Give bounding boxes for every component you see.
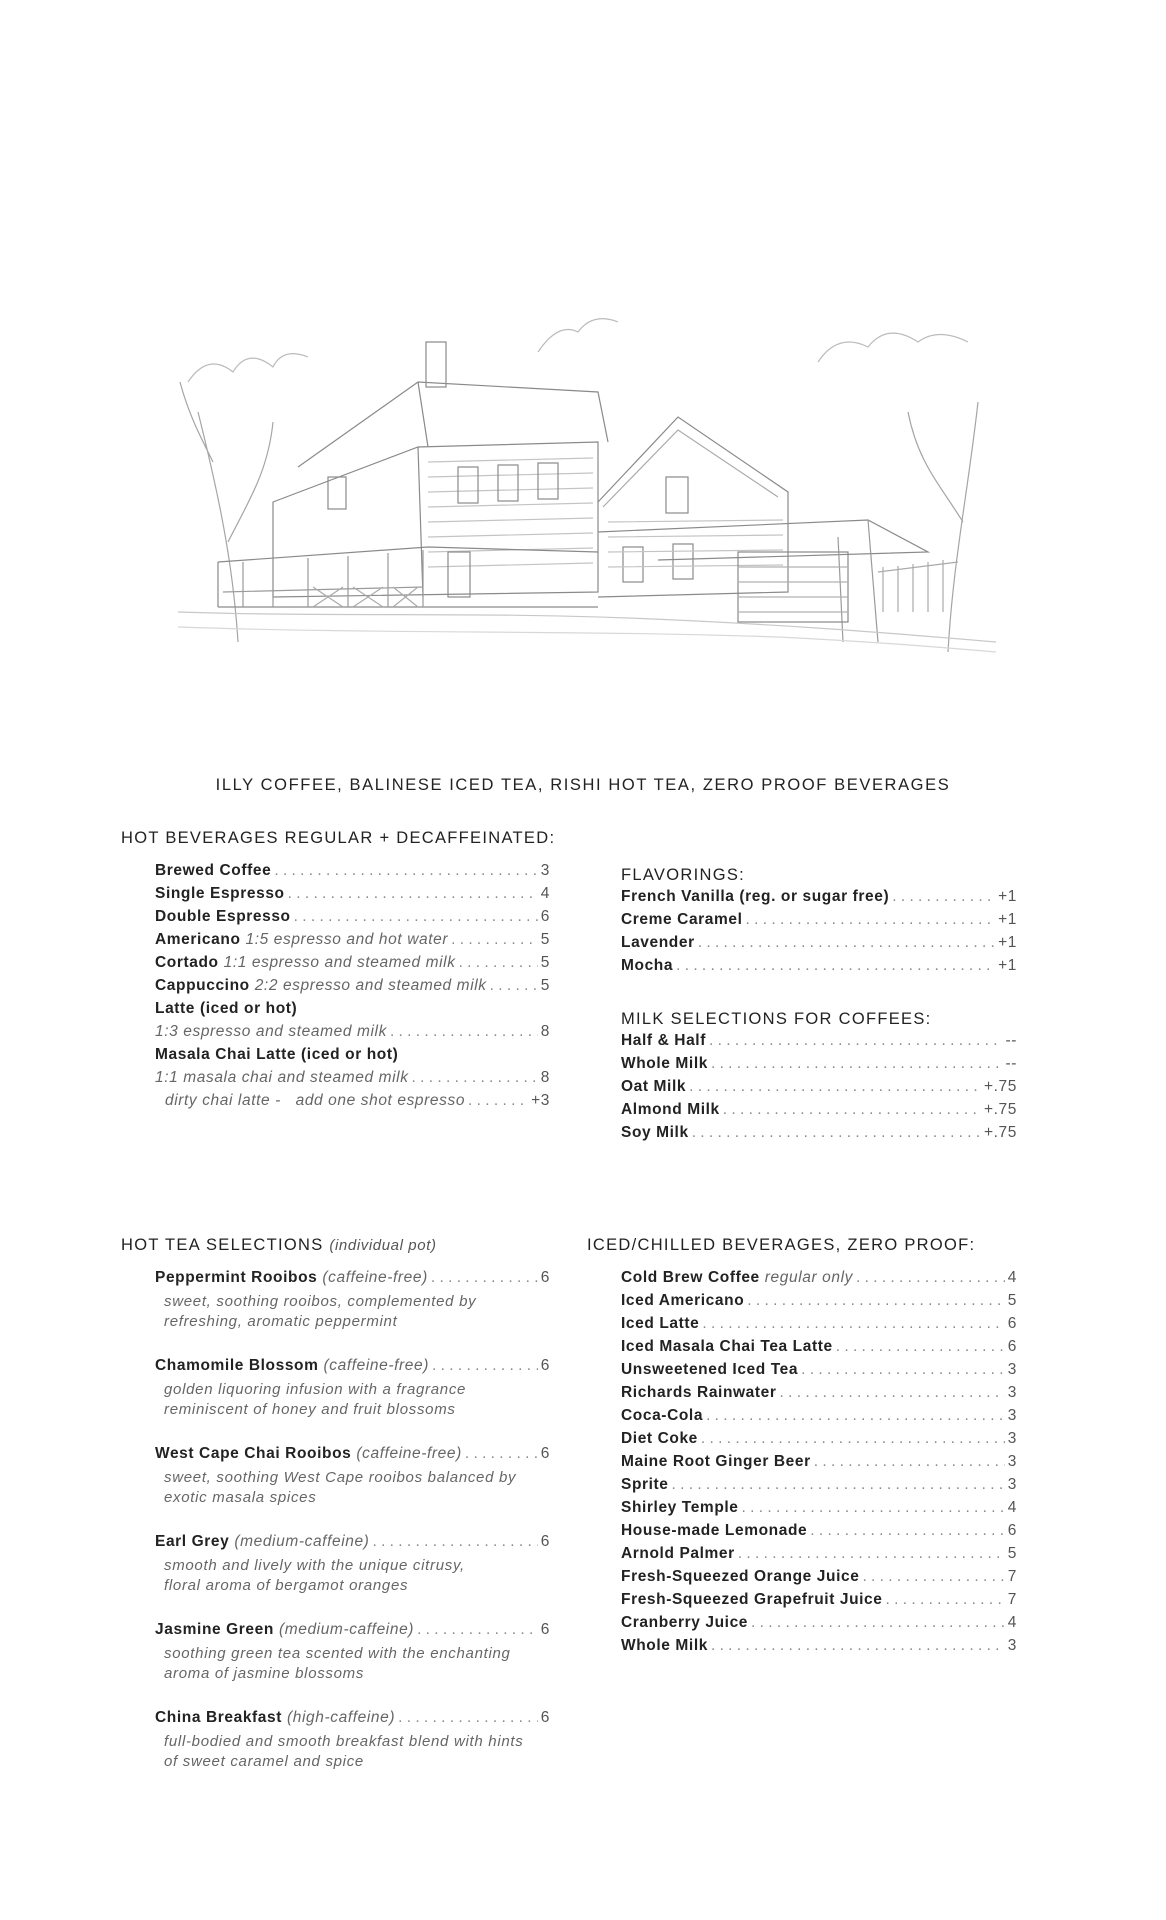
item-name: West Cape Chai Rooibos xyxy=(155,1445,352,1462)
item-name: House-made Lemonade xyxy=(621,1522,808,1539)
iced-beverages-list xyxy=(621,1269,1017,1660)
item-name: Iced Americano xyxy=(621,1292,745,1309)
item-price: 3 xyxy=(1007,1361,1017,1378)
menu-item xyxy=(621,1453,1017,1476)
hot-beverages-heading: HOT BEVERAGES REGULAR + DECAFFEINATED: xyxy=(121,829,556,847)
menu-item xyxy=(155,977,550,1000)
item-price: -- xyxy=(1005,1032,1017,1049)
tea-description-line: floral aroma of bergamot oranges xyxy=(164,1577,409,1594)
item-name: Lavender xyxy=(621,934,695,951)
menu-item xyxy=(621,1338,1017,1361)
tea-description-line: sweet, soothing rooibos, complemented by xyxy=(164,1293,477,1310)
menu-item xyxy=(621,1101,1017,1124)
item-price: 3 xyxy=(1007,1637,1017,1654)
menu-item xyxy=(621,1476,1017,1499)
item-price: -- xyxy=(1005,1055,1017,1072)
tea-description-line: reminiscent of honey and fruit blossoms xyxy=(164,1401,456,1418)
item-name: Mocha xyxy=(621,957,674,974)
item-price: +.75 xyxy=(984,1124,1017,1141)
item-price: 6 xyxy=(1007,1522,1017,1539)
item-name: Single Espresso xyxy=(155,885,285,902)
tea-description-line: soothing green tea scented with the enchanting xyxy=(164,1645,511,1662)
item-price: +1 xyxy=(998,934,1017,951)
dirty-chai-price: +3 xyxy=(531,1092,550,1109)
menu-tagline: ILLY COFFEE, BALINESE ICED TEA, RISHI HOT TEA, ZERO PROOF BEVERAGES xyxy=(215,776,951,794)
item-price: 4 xyxy=(1007,1499,1017,1516)
item-price: 3 xyxy=(540,862,550,879)
item-name: Chamomile Blossom xyxy=(155,1357,319,1374)
item-price: 6 xyxy=(540,1269,550,1286)
menu-item xyxy=(621,1522,1017,1545)
item-price: 3 xyxy=(1007,1384,1017,1401)
caffeine-level: (medium-caffeine) xyxy=(278,1621,415,1638)
item-description: regular only xyxy=(764,1269,853,1286)
item-name: Maine Root Ginger Beer xyxy=(621,1453,811,1470)
menu-item xyxy=(621,1292,1017,1315)
menu-item xyxy=(621,1315,1017,1338)
item-name: Shirley Temple xyxy=(621,1499,739,1516)
menu-item-detail xyxy=(155,1069,550,1092)
item-name: Cranberry Juice xyxy=(621,1614,749,1631)
item-price: 6 xyxy=(540,1357,550,1374)
menu-item xyxy=(621,1591,1017,1614)
menu-item xyxy=(621,1499,1017,1522)
menu-item xyxy=(621,957,1017,980)
item-name: Unsweetened Iced Tea xyxy=(621,1361,799,1378)
item-price: 3 xyxy=(1007,1476,1017,1493)
item-name: Brewed Coffee xyxy=(155,862,272,879)
item-name: Richards Rainwater xyxy=(621,1384,777,1401)
item-name: Diet Coke xyxy=(621,1430,698,1447)
item-name: Iced Masala Chai Tea Latte xyxy=(621,1338,833,1355)
item-name: Cortado xyxy=(155,954,219,971)
flavorings-list xyxy=(621,888,1017,980)
tea-item-row xyxy=(155,1709,550,1732)
hot-tea-heading xyxy=(121,1236,437,1255)
hot-tea-heading-sub: (individual pot) xyxy=(329,1237,437,1254)
item-name: Coca-Cola xyxy=(621,1407,704,1424)
item-price: 6 xyxy=(1007,1315,1017,1332)
item-description: 2:2 espresso and steamed milk xyxy=(254,977,487,994)
item-name: Fresh-Squeezed Orange Juice xyxy=(621,1568,860,1585)
caffeine-level: (caffeine-free) xyxy=(323,1357,429,1374)
hot-tea-list xyxy=(155,1269,550,1797)
item-price: 6 xyxy=(540,1621,550,1638)
tea-item-row xyxy=(155,1445,550,1468)
item-price: 3 xyxy=(1007,1453,1017,1470)
item-description: 1:1 espresso and steamed milk xyxy=(223,954,456,971)
tea-description-line: sweet, soothing West Cape rooibos balanced by xyxy=(164,1469,517,1486)
chai-latte-price: 8 xyxy=(540,1069,550,1086)
item-name: Whole Milk xyxy=(621,1055,708,1072)
item-price: 6 xyxy=(540,1709,550,1726)
chai-latte-name: Masala Chai Latte (iced or hot) xyxy=(155,1046,399,1063)
menu-item xyxy=(621,1269,1017,1292)
tea-description-line: of sweet caramel and spice xyxy=(164,1753,364,1770)
item-name: Whole Milk xyxy=(621,1637,708,1654)
menu-item xyxy=(621,1407,1017,1430)
item-name: Jasmine Green xyxy=(155,1621,274,1638)
tea-description-line: refreshing, aromatic peppermint xyxy=(164,1313,398,1330)
menu-item xyxy=(155,931,550,954)
caffeine-level: (medium-caffeine) xyxy=(234,1533,370,1550)
caffeine-level: (high-caffeine) xyxy=(287,1709,396,1726)
item-price: 5 xyxy=(1007,1545,1017,1562)
item-price: 4 xyxy=(540,885,550,902)
item-name: Cold Brew Coffee xyxy=(621,1269,760,1286)
chai-latte-description: 1:1 masala chai and steamed milk xyxy=(155,1069,409,1086)
menu-item xyxy=(621,888,1017,911)
tea-item-row xyxy=(155,1269,550,1292)
iced-beverages-heading: ICED/CHILLED BEVERAGES, ZERO PROOF: xyxy=(587,1236,976,1254)
item-name: French Vanilla (reg. or sugar free) xyxy=(621,888,890,905)
item-price: 5 xyxy=(540,931,550,948)
item-name: Half & Half xyxy=(621,1032,706,1049)
tea-description-line: aroma of jasmine blossoms xyxy=(164,1665,365,1682)
item-name: Arnold Palmer xyxy=(621,1545,735,1562)
menu-item xyxy=(621,1637,1017,1660)
item-price: 4 xyxy=(1007,1269,1017,1286)
menu-item xyxy=(621,1384,1017,1407)
menu-item xyxy=(155,908,550,931)
menu-item xyxy=(621,1568,1017,1591)
latte-description: 1:3 espresso and steamed milk xyxy=(155,1023,387,1040)
caffeine-level: (caffeine-free) xyxy=(322,1269,428,1286)
item-name: Almond Milk xyxy=(621,1101,720,1118)
menu-item xyxy=(621,911,1017,934)
item-price: 4 xyxy=(1007,1614,1017,1631)
tea-item xyxy=(155,1533,550,1596)
item-price: 6 xyxy=(540,1445,550,1462)
milk-selections-heading: MILK SELECTIONS FOR COFFEES: xyxy=(621,1010,932,1028)
hot-tea-heading-text: HOT TEA SELECTIONS xyxy=(121,1236,324,1254)
menu-item xyxy=(621,1124,1017,1147)
item-name: Sprite xyxy=(621,1476,669,1493)
tea-item xyxy=(155,1357,550,1420)
milk-selections-list xyxy=(621,1032,1017,1147)
item-price: 5 xyxy=(1007,1292,1017,1309)
tea-item xyxy=(155,1709,550,1772)
menu-item xyxy=(155,885,550,908)
tea-item-row xyxy=(155,1357,550,1380)
menu-item xyxy=(621,1361,1017,1384)
tea-item-row xyxy=(155,1533,550,1556)
hot-beverages-list xyxy=(155,862,550,1115)
item-price: +1 xyxy=(998,911,1017,928)
item-price: 6 xyxy=(540,1533,550,1550)
menu-item xyxy=(155,862,550,885)
item-price: 3 xyxy=(1007,1407,1017,1424)
item-price: 6 xyxy=(1007,1338,1017,1355)
house-sketch-illustration xyxy=(178,262,996,654)
menu-item xyxy=(155,954,550,977)
tea-item xyxy=(155,1445,550,1508)
item-name: Iced Latte xyxy=(621,1315,700,1332)
item-name: China Breakfast xyxy=(155,1709,283,1726)
item-name: Americano xyxy=(155,931,241,948)
dirty-chai-description: dirty chai latte - add one shot espresso xyxy=(165,1092,466,1109)
item-price: +.75 xyxy=(984,1078,1017,1095)
item-name: Soy Milk xyxy=(621,1124,689,1141)
item-price: 7 xyxy=(1007,1591,1017,1608)
caffeine-level: (caffeine-free) xyxy=(356,1445,462,1462)
item-price: 6 xyxy=(540,908,550,925)
tea-description-line: smooth and lively with the unique citrusy, xyxy=(164,1557,465,1574)
flavorings-heading: FLAVORINGS: xyxy=(621,866,746,884)
item-name: Double Espresso xyxy=(155,908,291,925)
tea-item xyxy=(155,1621,550,1684)
menu-item xyxy=(621,1430,1017,1453)
item-name: Cappuccino xyxy=(155,977,250,994)
item-price: +1 xyxy=(998,957,1017,974)
menu-item xyxy=(621,1545,1017,1568)
menu-item-detail xyxy=(155,1092,550,1115)
item-name: Peppermint Rooibos xyxy=(155,1269,318,1286)
menu-item xyxy=(621,1078,1017,1101)
menu-item xyxy=(621,934,1017,957)
menu-item xyxy=(621,1614,1017,1637)
menu-item xyxy=(621,1055,1017,1078)
item-price: 3 xyxy=(1007,1430,1017,1447)
tea-description-line: exotic masala spices xyxy=(164,1489,317,1506)
item-name: Fresh-Squeezed Grapefruit Juice xyxy=(621,1591,883,1608)
item-price: 5 xyxy=(540,954,550,971)
item-name: Oat Milk xyxy=(621,1078,687,1095)
item-price: +1 xyxy=(998,888,1017,905)
item-price: +.75 xyxy=(984,1101,1017,1118)
item-name: Earl Grey xyxy=(155,1533,230,1550)
latte-price: 8 xyxy=(540,1023,550,1040)
item-price: 7 xyxy=(1007,1568,1017,1585)
menu-item xyxy=(621,1032,1017,1055)
item-name: Creme Caramel xyxy=(621,911,743,928)
item-price: 5 xyxy=(540,977,550,994)
latte-name: Latte (iced or hot) xyxy=(155,1000,298,1017)
item-description: 1:5 espresso and hot water xyxy=(245,931,449,948)
menu-item-detail xyxy=(155,1023,550,1046)
tea-description-line: full-bodied and smooth breakfast blend with hints xyxy=(164,1733,524,1750)
tea-item-row xyxy=(155,1621,550,1644)
tea-description-line: golden liquoring infusion with a fragrance xyxy=(164,1381,467,1398)
tea-item xyxy=(155,1269,550,1332)
